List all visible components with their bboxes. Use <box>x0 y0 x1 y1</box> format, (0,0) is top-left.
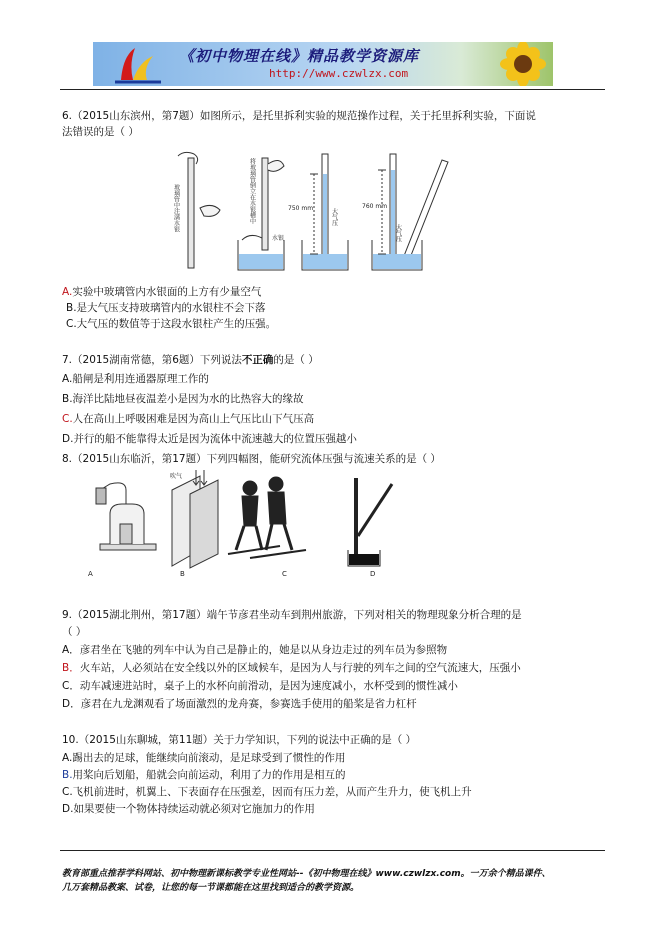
q9-stem-line2: （ ） <box>62 626 87 638</box>
q8-blow-label: 吹气 <box>170 473 183 480</box>
q8-label-c: C <box>282 570 287 578</box>
q6-stem-line1: 6.（2015山东滨州，第7题）如图所示，是托里拆利实验的规范操作过程，关于托里拆利实验，下面说 <box>62 110 536 122</box>
q6-fig-panel3 <box>302 154 348 270</box>
header-rule <box>60 89 605 90</box>
q7-option-a: A.船闸是利用连通器原理工作的 <box>62 373 209 385</box>
q6-fig-h750: 750 mm <box>288 205 314 212</box>
q6-fig-panel4 <box>372 154 448 270</box>
q6-fig-air2: 大气压 <box>394 224 402 242</box>
q8-label-b: B <box>180 570 185 578</box>
q8-fig-d <box>348 478 392 566</box>
q8-fig-c <box>228 477 306 558</box>
q9-option-d: D．彦君在九龙渊观看了场面激烈的龙舟赛，参赛选手使用的船桨是省力杠杆 <box>62 698 417 710</box>
q8-fig-b <box>172 470 218 568</box>
q6-fig-mercury: 水银 <box>272 235 285 242</box>
q6-stem-line2: 法错误的是（ ） <box>62 126 139 138</box>
q6-fig-label1: 玻璃管中注满水银 <box>172 184 180 232</box>
logo-icon <box>103 42 173 86</box>
q9-option-c: C．动车减速进站时，桌子上的水杯向前滑动，是因为速度减小，水杯受到的惯性减小 <box>62 680 458 692</box>
q7-option-d: D.并行的船不能靠得太近是因为流体中流速越大的位置压强越小 <box>62 433 357 445</box>
q9-option-a: A．彦君坐在飞驰的列车中认为自己是静止的，她是以从身边走过的列车员为参照物 <box>62 644 448 656</box>
q10-option-d: D.如果要使一个物体持续运动就必须对它施加力的作用 <box>62 803 315 815</box>
q9-stem-line1: 9.（2015湖北荆州，第17题）端午节彦君坐动车到荆州旅游，下列对相关的物理现象分析合理的是 <box>62 609 522 621</box>
q6-option-c: C.大气压的数值等于这段水银柱产生的压强。 <box>66 318 277 330</box>
q6-fig-h760: 760 mm <box>362 203 388 210</box>
q8-figures <box>80 470 420 585</box>
header-title: 《初中物理在线》精品教学资源库 <box>179 47 420 65</box>
footer-line2: 几万套精品教案、试卷，让您的每一节课都能在这里找到适合的教学资源。 <box>62 883 360 893</box>
header-url[interactable]: http://www.czwlzx.com <box>269 67 409 80</box>
q10-stem: 10.（2015山东聊城，第11题）关于力学知识，下列的说法中正确的是（ ） <box>62 734 417 746</box>
q10-option-c: C.飞机前进时，机翼上、下表面存在压强差，因而有压力差，从而产生升力，使飞机上升 <box>62 786 472 798</box>
q6-option-a: A.实验中玻璃管内水银面的上方有少量空气 <box>62 286 262 298</box>
q7-option-b: B.海洋比陆地昼夜温差小是因为水的比热容大的缘故 <box>62 393 304 405</box>
q6-fig-label2: 将玻璃管倒立在水银槽中 <box>248 158 256 224</box>
q6-fig-air1: 大气压 <box>330 208 338 226</box>
q8-fig-a <box>96 483 156 550</box>
q7-option-c: C.人在高山上呼吸困难是因为高山上气压比山下气压高 <box>62 413 315 425</box>
header-banner <box>93 42 553 86</box>
q8-stem: 8.（2015山东临沂，第17题）下列四幅图，能研究流体压强与流速关系的是（ ） <box>62 453 441 465</box>
footer-rule <box>60 850 605 851</box>
q9-option-b: B．火车站，人必须站在安全线以外的区域候车，是因为人与行驶的列车之间的空气流速大，压强小 <box>62 662 521 674</box>
sunflower-icon <box>493 42 553 86</box>
footer-line1: 教育部重点推荐学科网站、初中物理新课标教学专业性网站--《初中物理在线》www.czwlzx.com。一万余个精品课件、 <box>62 869 551 879</box>
q10-option-a: A.踢出去的足球，能继续向前滚动，是足球受到了惯性的作用 <box>62 752 346 764</box>
q8-label-a: A <box>88 570 93 578</box>
q8-label-d: D <box>370 570 376 578</box>
q10-option-b: B.用桨向后划船，船就会向前运动，利用了力的作用是相互的 <box>62 769 346 781</box>
q6-torricelli-figure <box>172 148 472 278</box>
q6-fig-panel2 <box>238 158 284 270</box>
q6-option-b: B.是大气压支持玻璃管内的水银柱不会下落 <box>66 302 266 314</box>
q6-fig-panel1 <box>178 152 220 268</box>
q7-stem: 7.（2015湖南常德，第6题）下列说法不正确的是（ ） <box>62 354 319 366</box>
